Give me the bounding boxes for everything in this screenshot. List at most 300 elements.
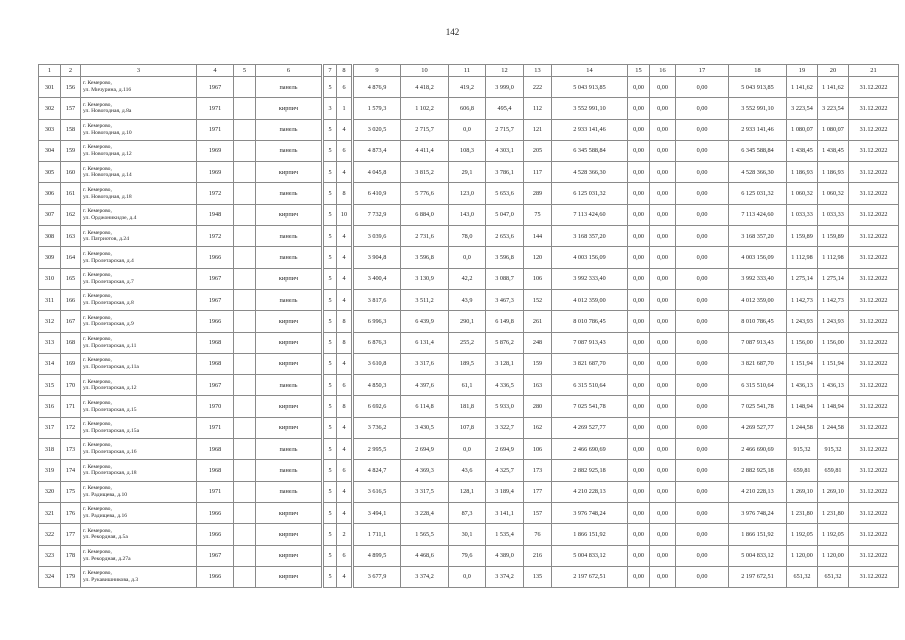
total-cost-cell: 6 125 031,32 [729,183,787,204]
build-year-cell: 1968 [197,460,234,481]
wall-material-cell: панель [256,481,323,502]
build-year-cell: 1966 [197,502,234,523]
area-cell: 6 692,6 [353,396,401,417]
address-cell [81,502,197,523]
table-row [39,481,899,502]
col-5-cell [234,375,256,396]
col-5-cell [234,77,256,98]
table-row [39,460,899,481]
row-number-cell: 313 [39,332,61,353]
cost-per-m2-cell: 1 159,89 [787,226,818,247]
address-cell [81,204,197,225]
col-17-cell: 0,00 [676,481,729,502]
page-number: 142 [445,27,460,37]
date-cell: 31.12.2022 [849,481,899,502]
area-nonresidential-cell: 87,3 [449,502,486,523]
col-16-cell: 0,00 [650,502,676,523]
entrances-cell: 6 [337,545,353,566]
build-year-cell: 1966 [197,566,234,587]
address-cell [81,77,197,98]
col-17-cell: 0,00 [676,417,729,438]
cost-per-m2-cell: 1 269,10 [787,481,818,502]
address-line: ул. Пролетарская, д.18 [83,470,137,477]
cost-per-m2-cell: 1 192,05 [787,524,818,545]
address-line: ул. Новогодная, д.10 [83,129,132,136]
residents-cell: 280 [524,396,552,417]
build-year-cell: 1967 [197,77,234,98]
col-16-cell: 0,00 [650,524,676,545]
residents-cell: 76 [524,524,552,545]
table-row [39,98,899,119]
address-line: ул. Радищева, д.16 [83,513,128,520]
cost-cell: 4 012 359,00 [552,289,628,310]
area-cell: 7 732,9 [353,204,401,225]
address-line: ул. Орджоникидзе, д.4 [83,214,137,221]
col-16-cell: 0,00 [650,396,676,417]
area-nonresidential-cell: 181,8 [449,396,486,417]
build-year-cell: 1971 [197,417,234,438]
row-number-cell: 306 [39,183,61,204]
col-15-cell: 0,00 [628,439,650,460]
area-cell: 3 736,2 [353,417,401,438]
address-line: г. Кемерово, [83,101,112,108]
cost-per-m2-max-cell: 1 244,58 [818,417,849,438]
col-15-cell: 0,00 [628,311,650,332]
col-5-cell [234,332,256,353]
entrances-cell: 8 [337,396,353,417]
col-17-cell: 0,00 [676,311,729,332]
col-15-cell: 0,00 [628,183,650,204]
table-row [39,183,899,204]
col-15-cell: 0,00 [628,460,650,481]
build-year-cell: 1966 [197,524,234,545]
wall-material-cell: кирпич [256,566,323,587]
cost-cell: 7 087 913,43 [552,332,628,353]
cost-per-m2-max-cell: 1 156,00 [818,332,849,353]
cost-cell: 2 933 141,46 [552,119,628,140]
area-total-cell: 2 715,7 [401,119,449,140]
table-row [39,247,899,268]
address-line: г. Кемерово, [83,336,112,342]
address-line: г. Кемерово, [83,506,112,513]
column-number-5: 5 [234,65,256,77]
address-cell [81,566,197,587]
area-cell: 1 711,1 [353,524,401,545]
address-line: ул. Пролетарская, д.11а [83,364,139,370]
col-5-cell [234,396,256,417]
table-row [39,162,899,183]
area-residential-cell: 3 189,4 [486,481,524,502]
address-line: ул. Пролетарская, д.12 [83,385,137,392]
wall-material-cell: панель [256,375,323,396]
entrances-cell: 4 [337,502,353,523]
col-17-cell: 0,00 [676,140,729,161]
address-cell [81,311,197,332]
address-cell [81,481,197,502]
house-id-cell: 161 [61,183,81,204]
cost-per-m2-cell: 1 438,45 [787,140,818,161]
column-number-17: 17 [676,65,729,77]
col-16-cell: 0,00 [650,140,676,161]
column-number-9: 9 [353,65,401,77]
col-5-cell [234,289,256,310]
cost-per-m2-max-cell: 1 151,94 [818,353,849,374]
area-total-cell: 5 776,6 [401,183,449,204]
area-nonresidential-cell: 606,8 [449,98,486,119]
total-cost-cell: 4 012 359,00 [729,289,787,310]
address-line: г. Кемерово, [83,442,112,449]
area-total-cell: 4 468,6 [401,545,449,566]
col-16-cell: 0,00 [650,566,676,587]
column-number-15: 15 [628,65,650,77]
total-cost-cell: 2 197 672,51 [729,566,787,587]
wall-material-cell: кирпич [256,311,323,332]
column-number-12: 12 [486,65,524,77]
entrances-cell: 6 [337,375,353,396]
date-cell: 31.12.2022 [849,332,899,353]
area-residential-cell: 3 786,1 [486,162,524,183]
cost-per-m2-max-cell: 651,32 [818,566,849,587]
address-line: г. Кемерово, [83,250,112,257]
cost-per-m2-max-cell: 1 269,10 [818,481,849,502]
residents-cell: 159 [524,353,552,374]
date-cell: 31.12.2022 [849,140,899,161]
col-17-cell: 0,00 [676,162,729,183]
floors-cell: 5 [323,162,337,183]
wall-material-cell: кирпич [256,353,323,374]
col-5-cell [234,268,256,289]
entrances-cell: 8 [337,183,353,204]
floors-cell: 5 [323,311,337,332]
col-16-cell: 0,00 [650,353,676,374]
area-nonresidential-cell: 0,0 [449,439,486,460]
register-body [39,65,899,588]
address-cell [81,332,197,353]
cost-per-m2-cell: 651,32 [787,566,818,587]
area-nonresidential-cell: 290,1 [449,311,486,332]
entrances-cell: 4 [337,289,353,310]
wall-material-cell: кирпич [256,545,323,566]
house-id-cell: 163 [61,226,81,247]
address-line: г. Кемерово, [83,165,112,172]
area-nonresidential-cell: 189,5 [449,353,486,374]
cost-per-m2-max-cell: 1 192,05 [818,524,849,545]
area-total-cell: 2 694,9 [401,439,449,460]
address-line: г. Кемерово, [83,229,112,236]
entrances-cell: 4 [337,162,353,183]
area-nonresidential-cell: 79,6 [449,545,486,566]
area-nonresidential-cell: 61,1 [449,375,486,396]
cost-cell: 6 125 031,32 [552,183,628,204]
area-cell: 3 817,6 [353,289,401,310]
date-cell: 31.12.2022 [849,98,899,119]
date-cell: 31.12.2022 [849,204,899,225]
build-year-cell: 1971 [197,119,234,140]
cost-per-m2-cell: 3 223,54 [787,98,818,119]
col-5-cell [234,247,256,268]
address-cell [81,268,197,289]
area-cell: 3 400,4 [353,268,401,289]
col-16-cell: 0,00 [650,204,676,225]
address-line: ул. Пролетарская, д.11 [83,342,137,349]
col-5-cell [234,417,256,438]
address-line: ул. Мичурина, д.116 [83,87,132,94]
build-year-cell: 1969 [197,162,234,183]
total-cost-cell: 7 087 913,43 [729,332,787,353]
col-15-cell: 0,00 [628,481,650,502]
col-16-cell: 0,00 [650,332,676,353]
entrances-cell: 4 [337,268,353,289]
cost-per-m2-max-cell: 1 141,62 [818,77,849,98]
wall-material-cell: кирпич [256,417,323,438]
area-total-cell: 6 884,0 [401,204,449,225]
area-nonresidential-cell: 123,0 [449,183,486,204]
col-15-cell: 0,00 [628,162,650,183]
col-15-cell: 0,00 [628,289,650,310]
area-nonresidential-cell: 419,2 [449,77,486,98]
build-year-cell: 1972 [197,183,234,204]
area-nonresidential-cell: 42,2 [449,268,486,289]
col-16-cell: 0,00 [650,417,676,438]
cost-cell: 7 113 424,60 [552,204,628,225]
house-id-cell: 178 [61,545,81,566]
floors-cell: 5 [323,460,337,481]
column-number-21: 21 [849,65,899,77]
col-15-cell: 0,00 [628,417,650,438]
col-16-cell: 0,00 [650,226,676,247]
address-line: ул. Рекордная, д.27а [83,555,131,562]
address-cell [81,396,197,417]
column-number-16: 16 [650,65,676,77]
address-line: ул. Пролетарская, д.8 [83,300,134,307]
floors-cell: 5 [323,77,337,98]
row-number-cell: 312 [39,311,61,332]
col-5-cell [234,502,256,523]
area-nonresidential-cell: 30,1 [449,524,486,545]
total-cost-cell: 4 003 156,09 [729,247,787,268]
area-cell: 4 873,4 [353,140,401,161]
floors-cell: 5 [323,226,337,247]
col-5-cell [234,140,256,161]
entrances-cell: 6 [337,460,353,481]
col-15-cell: 0,00 [628,247,650,268]
area-total-cell: 6 131,4 [401,332,449,353]
date-cell: 31.12.2022 [849,353,899,374]
entrances-cell: 6 [337,77,353,98]
area-total-cell: 3 228,4 [401,502,449,523]
col-16-cell: 0,00 [650,183,676,204]
table-row [39,140,899,161]
address-line: г. Кемерово, [83,570,112,577]
area-total-cell: 4 369,3 [401,460,449,481]
table-row [39,289,899,310]
house-id-cell: 162 [61,204,81,225]
cost-per-m2-max-cell: 1 438,45 [818,140,849,161]
area-nonresidential-cell: 0,0 [449,566,486,587]
col-17-cell: 0,00 [676,545,729,566]
col-17-cell: 0,00 [676,502,729,523]
wall-material-cell: панель [256,140,323,161]
house-id-cell: 169 [61,353,81,374]
area-nonresidential-cell: 255,2 [449,332,486,353]
col-15-cell: 0,00 [628,524,650,545]
col-16-cell: 0,00 [650,162,676,183]
row-number-cell: 311 [39,289,61,310]
col-16-cell: 0,00 [650,375,676,396]
cost-per-m2-cell: 1 244,58 [787,417,818,438]
table-row [39,77,899,98]
area-total-cell: 2 731,6 [401,226,449,247]
address-line: ул. Рекордная, д.5а [83,534,128,541]
col-17-cell: 0,00 [676,119,729,140]
area-nonresidential-cell: 128,1 [449,481,486,502]
cost-cell: 2 882 925,18 [552,460,628,481]
cost-cell: 4 528 366,30 [552,162,628,183]
address-line: г. Кемерово, [83,485,112,492]
col-15-cell: 0,00 [628,204,650,225]
col-15-cell: 0,00 [628,545,650,566]
area-cell: 3 039,6 [353,226,401,247]
col-5-cell [234,460,256,481]
table-row [39,524,899,545]
area-cell: 4 850,3 [353,375,401,396]
area-residential-cell: 2 653,6 [486,226,524,247]
cost-cell: 8 010 786,45 [552,311,628,332]
wall-material-cell: панель [256,77,323,98]
area-cell: 3 904,8 [353,247,401,268]
row-number-cell: 318 [39,439,61,460]
area-total-cell: 3 317,6 [401,353,449,374]
table-row [39,375,899,396]
column-number-6: 6 [256,65,323,77]
floors-cell: 5 [323,183,337,204]
cost-cell: 3 168 357,20 [552,226,628,247]
total-cost-cell: 6 315 510,64 [729,375,787,396]
floors-cell: 5 [323,268,337,289]
area-total-cell: 3 815,2 [401,162,449,183]
cost-cell: 3 552 991,10 [552,98,628,119]
build-year-cell: 1966 [197,247,234,268]
area-total-cell: 3 596,8 [401,247,449,268]
address-line: г. Кемерово, [83,463,112,470]
area-residential-cell: 3 088,7 [486,268,524,289]
house-id-cell: 173 [61,439,81,460]
address-line: ул. Патриотов, д.24 [83,236,129,243]
col-17-cell: 0,00 [676,98,729,119]
floors-cell: 5 [323,289,337,310]
area-total-cell: 3 130,9 [401,268,449,289]
column-number-7: 7 [323,65,337,77]
area-residential-cell: 3 467,3 [486,289,524,310]
table-row [39,417,899,438]
col-5-cell [234,566,256,587]
address-line: г. Кемерово, [83,399,112,406]
residents-cell: 75 [524,204,552,225]
house-id-cell: 159 [61,140,81,161]
date-cell: 31.12.2022 [849,226,899,247]
address-cell [81,119,197,140]
cost-per-m2-cell: 1 156,00 [787,332,818,353]
cost-cell: 5 043 913,85 [552,77,628,98]
house-id-cell: 166 [61,289,81,310]
house-id-cell: 156 [61,77,81,98]
total-cost-cell: 6 345 588,84 [729,140,787,161]
cost-cell: 1 866 151,92 [552,524,628,545]
area-total-cell: 1 565,5 [401,524,449,545]
column-number-2: 2 [61,65,81,77]
address-line: ул. Пролетарская, д.4 [83,257,134,264]
floors-cell: 5 [323,481,337,502]
column-number-13: 13 [524,65,552,77]
wall-material-cell: кирпич [256,162,323,183]
address-cell [81,460,197,481]
residents-cell: 248 [524,332,552,353]
address-line: г. Кемерово, [83,144,112,151]
area-cell: 2 995,5 [353,439,401,460]
table-row [39,566,899,587]
total-cost-cell: 3 992 333,40 [729,268,787,289]
row-number-cell: 304 [39,140,61,161]
col-17-cell: 0,00 [676,375,729,396]
col-16-cell: 0,00 [650,247,676,268]
col-16-cell: 0,00 [650,460,676,481]
address-line: ул. Пролетарская, д.15а [83,427,140,434]
col-15-cell: 0,00 [628,375,650,396]
area-nonresidential-cell: 0,0 [449,247,486,268]
row-number-cell: 316 [39,396,61,417]
area-total-cell: 3 317,5 [401,481,449,502]
address-line: ул. Новогодная, д.18 [83,193,132,200]
cost-per-m2-cell: 1 120,00 [787,545,818,566]
address-line: ул. Рукавишникова, д.3 [83,576,139,583]
col-5-cell [234,481,256,502]
build-year-cell: 1969 [197,140,234,161]
total-cost-cell: 5 043 913,85 [729,77,787,98]
row-number-cell: 320 [39,481,61,502]
address-cell [81,439,197,460]
house-id-cell: 157 [61,98,81,119]
wall-material-cell: панель [256,439,323,460]
area-residential-cell: 3 128,1 [486,353,524,374]
house-id-cell: 171 [61,396,81,417]
row-number-cell: 309 [39,247,61,268]
floors-cell: 5 [323,439,337,460]
row-number-cell: 310 [39,268,61,289]
area-total-cell: 6 114,8 [401,396,449,417]
address-line: г. Кемерово, [83,186,112,193]
wall-material-cell: панель [256,226,323,247]
area-residential-cell: 1 535,4 [486,524,524,545]
row-number-cell: 321 [39,502,61,523]
date-cell: 31.12.2022 [849,289,899,310]
cost-per-m2-cell: 1 142,73 [787,289,818,310]
table-row [39,439,899,460]
column-number-10: 10 [401,65,449,77]
floors-cell: 5 [323,417,337,438]
col-5-cell [234,98,256,119]
residents-cell: 157 [524,502,552,523]
col-17-cell: 0,00 [676,204,729,225]
area-cell: 4 045,8 [353,162,401,183]
entrances-cell: 4 [337,247,353,268]
cost-cell: 7 025 541,78 [552,396,628,417]
build-year-cell: 1968 [197,353,234,374]
area-cell: 1 579,3 [353,98,401,119]
col-15-cell: 0,00 [628,396,650,417]
table-row [39,311,899,332]
entrances-cell: 8 [337,332,353,353]
cost-per-m2-cell: 1 148,94 [787,396,818,417]
